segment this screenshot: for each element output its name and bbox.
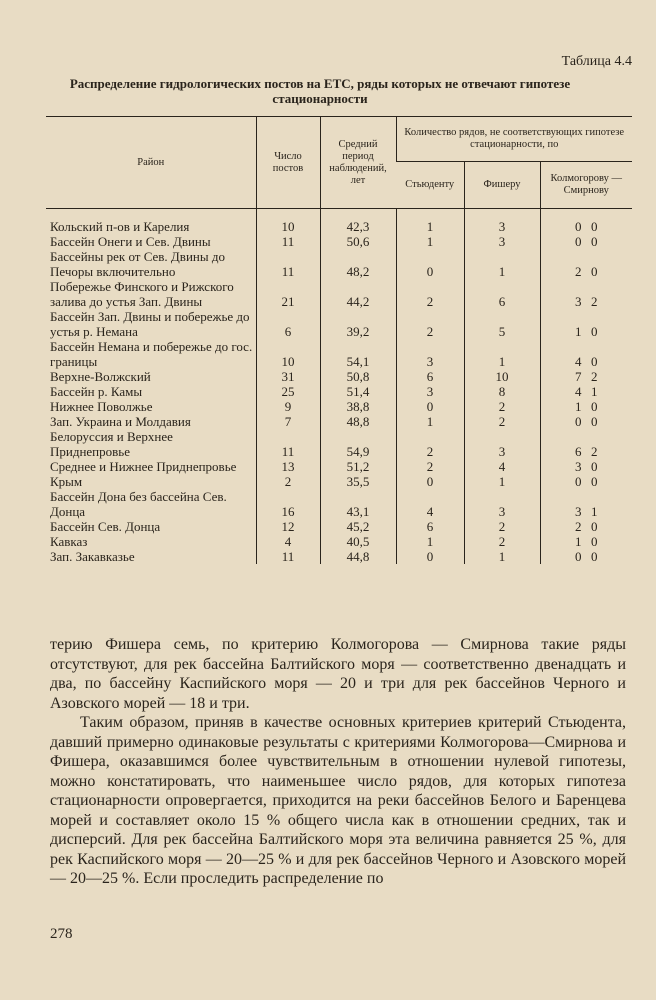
region-cell: Бассейн Онеги и Сев. Двины — [50, 234, 211, 249]
kolmogorov-cell — [540, 459, 632, 474]
count-cell: 11 — [256, 234, 320, 249]
kolmogorov-variance-value: 2 — [591, 444, 598, 459]
kolmogorov-mean-value: 7 — [575, 369, 582, 384]
kolmogorov-variance-value: 0 — [591, 354, 598, 369]
fisher-cell: 3 — [464, 209, 540, 235]
kolmogorov-cell — [540, 339, 632, 369]
header-period: Средний период наблюдений, лет — [320, 117, 396, 209]
kolmogorov-variance-value: 2 — [591, 294, 598, 309]
count-cell: 16 — [256, 489, 320, 519]
kolmogorov-cell — [540, 209, 632, 235]
kolmogorov-mean-value: 1 — [575, 399, 582, 414]
table-row — [46, 459, 632, 474]
period-cell: 54,9 — [320, 429, 396, 459]
fisher-cell: 6 — [464, 279, 540, 309]
body-text — [50, 635, 626, 889]
fisher-cell: 1 — [464, 339, 540, 369]
student-cell: 1 — [396, 534, 464, 549]
period-cell: 51,2 — [320, 459, 396, 474]
count-cell: 13 — [256, 459, 320, 474]
region-cell: Крым — [50, 474, 83, 489]
table-row — [46, 309, 632, 339]
kolmogorov-mean-value: 1 — [575, 534, 582, 549]
kolmogorov-variance-value: 2 — [591, 369, 598, 384]
kolmogorov-mean-value: 2 — [575, 519, 582, 534]
fisher-cell: 3 — [464, 429, 540, 459]
fisher-cell: 1 — [464, 549, 540, 564]
table-row — [46, 209, 632, 235]
table-row — [46, 429, 632, 459]
period-cell: 50,6 — [320, 234, 396, 249]
kolmogorov-mean-value: 4 — [575, 354, 582, 369]
region-cell: Зап. Закавказье — [50, 549, 135, 564]
header-student: Стьюденту — [396, 162, 464, 209]
table-body — [46, 209, 632, 565]
kolmogorov-variance-value: 0 — [591, 459, 598, 474]
kolmogorov-mean-value: 3 — [575, 459, 582, 474]
student-cell: 2 — [396, 279, 464, 309]
kolmogorov-mean-value: 0 — [575, 234, 582, 249]
kolmogorov-variance-value: 0 — [591, 414, 598, 429]
region-cell: Бассейн Сев. Донца — [50, 519, 161, 534]
period-cell: 50,8 — [320, 369, 396, 384]
kolmogorov-mean-value: 4 — [575, 384, 582, 399]
kolmogorov-cell — [540, 234, 632, 249]
count-cell: 21 — [256, 279, 320, 309]
fisher-cell: 1 — [464, 474, 540, 489]
student-cell: 2 — [396, 429, 464, 459]
count-cell: 7 — [256, 414, 320, 429]
kolmogorov-variance-value: 0 — [591, 399, 598, 414]
student-cell: 6 — [396, 519, 464, 534]
table-row — [46, 534, 632, 549]
kolmogorov-variance-value: 0 — [591, 474, 598, 489]
student-cell: 0 — [396, 249, 464, 279]
kolmogorov-mean-value: 0 — [575, 414, 582, 429]
region-cell: Белоруссия и Верхнее Приднепровье — [50, 429, 173, 459]
kolmogorov-variance-value: 0 — [591, 534, 598, 549]
period-cell: 42,3 — [320, 209, 396, 235]
kolmogorov-mean-value: 3 — [575, 504, 582, 519]
count-cell: 11 — [256, 429, 320, 459]
page-number: 278 — [50, 926, 73, 942]
region-cell: Зап. Украина и Молдавия — [50, 414, 191, 429]
student-cell: 0 — [396, 399, 464, 414]
region-cell: Кавказ — [50, 534, 88, 549]
paragraph: Таким образом, приняв в качестве основных критериев критерий Стьюдента, давший примерно одинаковые результаты с критериями Колмогорова—Смирнова и Фишера, оказавшимся более чувствительным в отношении нулевой гипотезы, можно констатировать, что наименьшее число рядов, для которых гипотеза стационарности опровергается, приходится на реки бассейнов Белого и Баренцева морей и составляет около 15 % общего числа как в отношении средних, так и дисперсий. Для рек бассейна Балтийского моря эта величина равняется 25 %, для рек Каспийского моря — 20—25 % и для рек бассейнов Черного и Азовского морей — 20—25 %. Если проследить распределение по — [50, 714, 626, 887]
region-cell: Бассейн Дона без бассейна Сев. Донца — [50, 489, 227, 519]
header-region: Район — [46, 117, 256, 209]
kolmogorov-variance-value: 1 — [591, 504, 598, 519]
period-cell: 48,2 — [320, 249, 396, 279]
fisher-cell: 10 — [464, 369, 540, 384]
period-cell: 35,5 — [320, 474, 396, 489]
period-cell: 44,8 — [320, 549, 396, 564]
student-cell: 0 — [396, 474, 464, 489]
kolmogorov-mean-value: 6 — [575, 444, 582, 459]
student-cell: 0 — [396, 549, 464, 564]
kolmogorov-cell — [540, 549, 632, 564]
count-cell: 10 — [256, 339, 320, 369]
kolmogorov-cell — [540, 429, 632, 459]
table-row — [46, 249, 632, 279]
kolmogorov-mean-value: 2 — [575, 264, 582, 279]
table-row — [46, 489, 632, 519]
table-row — [46, 519, 632, 534]
header-fisher: Фишеру — [464, 162, 540, 209]
table-row — [46, 474, 632, 489]
region-cell: Бассейн Зап. Двины и побережье до устья р. Немана — [50, 309, 250, 339]
region-cell: Бассейн Немана и побережье до гос. границы — [50, 339, 253, 369]
kolmogorov-variance-value: 1 — [591, 384, 598, 399]
fisher-cell: 5 — [464, 309, 540, 339]
region-cell: Побережье Финского и Рижского залива до устья Зап. Двины — [50, 279, 234, 309]
count-cell: 11 — [256, 549, 320, 564]
kolmogorov-mean-value: 0 — [575, 219, 582, 234]
table-row — [46, 549, 632, 564]
count-cell: 25 — [256, 384, 320, 399]
count-cell: 12 — [256, 519, 320, 534]
region-cell: Верхне-Волжский — [50, 369, 151, 384]
region-cell: Бассейн р. Камы — [50, 384, 143, 399]
region-cell: Нижнее Поволжье — [50, 399, 153, 414]
kolmogorov-cell — [540, 474, 632, 489]
table-row — [46, 369, 632, 384]
period-cell: 44,2 — [320, 279, 396, 309]
count-cell: 4 — [256, 534, 320, 549]
header-kolmogorov: Колмогорову — Смирнову — [540, 162, 632, 209]
header-count: Число постов — [256, 117, 320, 209]
period-cell: 40,5 — [320, 534, 396, 549]
region-cell: Среднее и Нижнее Приднепровье — [50, 459, 237, 474]
count-cell: 2 — [256, 474, 320, 489]
count-cell: 11 — [256, 249, 320, 279]
fisher-cell: 4 — [464, 459, 540, 474]
count-cell: 31 — [256, 369, 320, 384]
period-cell: 38,8 — [320, 399, 396, 414]
count-cell: 10 — [256, 209, 320, 235]
fisher-cell: 3 — [464, 489, 540, 519]
table-row — [46, 234, 632, 249]
count-cell: 9 — [256, 399, 320, 414]
period-cell: 54,1 — [320, 339, 396, 369]
kolmogorov-cell — [540, 384, 632, 399]
kolmogorov-cell — [540, 489, 632, 519]
header-group: Количество рядов, не соответствующих гипотезе стационарности, по — [396, 117, 632, 162]
table-row — [46, 339, 632, 369]
kolmogorov-cell — [540, 414, 632, 429]
kolmogorov-mean-value: 0 — [575, 549, 582, 564]
kolmogorov-cell — [540, 309, 632, 339]
kolmogorov-cell — [540, 534, 632, 549]
kolmogorov-variance-value: 0 — [591, 234, 598, 249]
data-table — [46, 116, 632, 564]
kolmogorov-cell — [540, 399, 632, 414]
period-cell: 51,4 — [320, 384, 396, 399]
period-cell: 45,2 — [320, 519, 396, 534]
student-cell: 1 — [396, 209, 464, 235]
region-cell: Бассейны рек от Сев. Двины до Печоры включительно — [50, 249, 225, 279]
fisher-cell: 2 — [464, 414, 540, 429]
kolmogorov-variance-value: 0 — [591, 519, 598, 534]
count-cell: 6 — [256, 309, 320, 339]
period-cell: 39,2 — [320, 309, 396, 339]
kolmogorov-variance-value: 0 — [591, 549, 598, 564]
fisher-cell: 3 — [464, 234, 540, 249]
fisher-cell: 1 — [464, 249, 540, 279]
student-cell: 4 — [396, 489, 464, 519]
student-cell: 6 — [396, 369, 464, 384]
student-cell: 1 — [396, 234, 464, 249]
period-cell: 43,1 — [320, 489, 396, 519]
table-caption: Распределение гидрологических постов на ЕТС, ряды которых не отвечают гипотезе стационарности — [69, 76, 571, 106]
student-cell: 3 — [396, 384, 464, 399]
fisher-cell: 2 — [464, 534, 540, 549]
student-cell: 2 — [396, 459, 464, 474]
table-row — [46, 384, 632, 399]
fisher-cell: 8 — [464, 384, 540, 399]
kolmogorov-mean-value: 3 — [575, 294, 582, 309]
student-cell: 2 — [396, 309, 464, 339]
paragraph: терию Фишера семь, по критерию Колмогорова — Смирнова такие ряды отсутствуют, для рек бассейна Балтийского моря — соответственно двенадцать и два, по бассейну Каспийского моря — 20 и три для рек бассейнов Черного и Азовского морей — 18 и три. — [50, 636, 626, 712]
kolmogorov-cell — [540, 279, 632, 309]
table-label: Таблица 4.4 — [561, 54, 632, 69]
kolmogorov-cell — [540, 369, 632, 384]
kolmogorov-variance-value: 0 — [591, 219, 598, 234]
kolmogorov-mean-value: 0 — [575, 474, 582, 489]
table-row — [46, 279, 632, 309]
fisher-cell: 2 — [464, 519, 540, 534]
period-cell: 48,8 — [320, 414, 396, 429]
kolmogorov-cell — [540, 249, 632, 279]
table-row — [46, 399, 632, 414]
kolmogorov-variance-value: 0 — [591, 264, 598, 279]
kolmogorov-mean-value: 1 — [575, 324, 582, 339]
student-cell: 3 — [396, 339, 464, 369]
region-cell: Кольский п-ов и Карелия — [50, 219, 190, 234]
kolmogorov-variance-value: 0 — [591, 324, 598, 339]
table-row — [46, 414, 632, 429]
student-cell: 1 — [396, 414, 464, 429]
fisher-cell: 2 — [464, 399, 540, 414]
kolmogorov-cell — [540, 519, 632, 534]
